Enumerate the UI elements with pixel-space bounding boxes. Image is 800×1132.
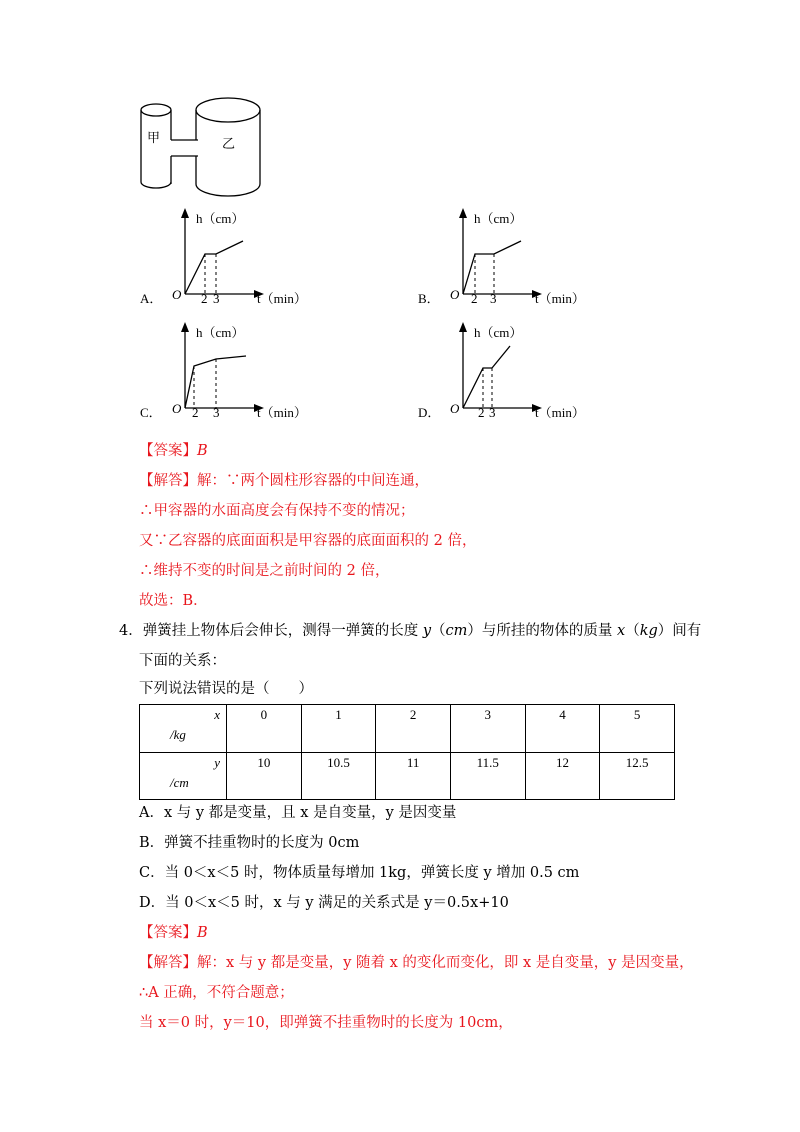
q3-solution-line: ∴甲容器的水面高度会有保持不变的情况； (139, 503, 415, 519)
graph-option-d (414, 320, 594, 424)
q4-statement-line3: 下列说法错误的是（ ） (139, 681, 313, 697)
row-header-y (140, 752, 227, 800)
tick-3-label: 3 (490, 291, 497, 306)
text-run: ）与所挂的物体的质量 (467, 623, 618, 639)
option-a: A．x 与 y 都是变量，且 x 是自变量，y 是因变量 (139, 805, 457, 821)
table-cell: 10 (227, 752, 302, 800)
y-axis-label: h（cm） (474, 211, 523, 226)
option-d-label: D． (418, 405, 441, 420)
q4-solution-line: ∴A 正确，不符合题意； (139, 985, 294, 1001)
x-axis-label: t（min） (257, 291, 307, 306)
q3-solution-line: 故选：B． (139, 593, 208, 609)
answer-value: B (197, 443, 208, 459)
data-table (139, 704, 675, 800)
option-b-label: B． (418, 291, 440, 306)
q4-answer (139, 923, 208, 943)
var-x: x (617, 623, 626, 639)
option-c-label: C． (140, 405, 162, 420)
y-axis-label: h（cm） (196, 325, 245, 340)
option-d: D．当 0＜x＜5 时，x 与 y 满足的关系式是 y＝0.5x+10 (139, 895, 509, 911)
table-row (140, 752, 675, 800)
tick-3-label: 3 (489, 405, 496, 420)
q3-answer (139, 441, 208, 461)
origin-label: O (172, 401, 182, 416)
var-y: y (422, 623, 432, 639)
option-a-label: A． (140, 291, 163, 306)
answer-prefix: 【答案】 (139, 443, 197, 459)
row-header-x (140, 705, 227, 753)
x-axis-label: t（min） (535, 405, 585, 420)
unit-cm: cm (445, 623, 468, 639)
tick-3-label: 3 (213, 405, 220, 420)
table-cell: 4 (525, 705, 600, 753)
connected-containers-figure (130, 92, 270, 202)
option-c: C．当 0＜x＜5 时，物体质量每增加 1kg，弹簧长度 y 增加 0.5 cm (139, 865, 580, 881)
unit-kg: kg (639, 623, 658, 639)
origin-label: O (172, 287, 182, 302)
origin-label: O (450, 401, 460, 416)
graph-option-b (414, 206, 594, 310)
option-b: B．弹簧不挂重物时的长度为 0cm (139, 835, 360, 851)
q4-statement-line1 (119, 621, 701, 641)
table-cell: 2 (376, 705, 451, 753)
table-cell: 0 (227, 705, 302, 753)
answer-value: B (197, 925, 208, 941)
q4-statement-line2: 下面的关系： (139, 653, 226, 669)
q3-solution-line: ∴维持不变的时间是之前时间的 2 倍， (139, 563, 390, 579)
x-axis-label: t（min） (535, 291, 585, 306)
tick-2-label: 2 (201, 291, 208, 306)
text-run: （ (625, 623, 640, 639)
q3-solution-line: 【解答】解：∵两个圆柱形容器的中间连通， (139, 473, 429, 489)
x-axis-label: t（min） (257, 405, 307, 420)
text-run: 弹簧挂上物体后会伸长，测得一弹簧的长度 (142, 623, 423, 639)
graph-option-c (136, 320, 316, 424)
table-cell: 12 (525, 752, 600, 800)
table-cell: 11.5 (450, 752, 525, 800)
text-run: ）间有 (657, 623, 702, 639)
y-axis-label: h（cm） (196, 211, 245, 226)
q4-solution-line: 当 x＝0 时，y＝10，即弹簧不挂重物时的长度为 10cm， (139, 1015, 513, 1031)
question-number: 4． (119, 623, 143, 639)
text-run: （ (431, 623, 446, 639)
tick-2-label: 2 (471, 291, 478, 306)
tick-3-label: 3 (213, 291, 220, 306)
q3-solution-line: 又∵乙容器的底面面积是甲容器的底面面积的 2 倍， (139, 533, 477, 549)
table-cell: 11 (376, 752, 451, 800)
container-jia-label: 甲 (147, 130, 161, 145)
graph-option-a (136, 206, 316, 310)
table-cell: 3 (450, 705, 525, 753)
table-cell: 12.5 (600, 752, 675, 800)
origin-label: O (450, 287, 460, 302)
answer-prefix: 【答案】 (139, 925, 197, 941)
container-yi-label: 乙 (222, 136, 236, 151)
unit-kg: /kg (170, 727, 186, 742)
table-cell: 5 (600, 705, 675, 753)
y-axis-label: h（cm） (474, 325, 523, 340)
tick-2-label: 2 (478, 405, 485, 420)
unit-cm: /cm (170, 774, 189, 790)
var-y: y (214, 754, 220, 770)
table-row (140, 705, 675, 753)
table-cell: 10.5 (301, 752, 376, 800)
table-cell: 1 (301, 705, 376, 753)
var-x: x (214, 707, 220, 722)
q4-solution-line: 【解答】解：x 与 y 都是变量，y 随着 x 的变化而变化，即 x 是自变量，y 是因变量， (139, 955, 694, 971)
tick-2-label: 2 (192, 405, 199, 420)
